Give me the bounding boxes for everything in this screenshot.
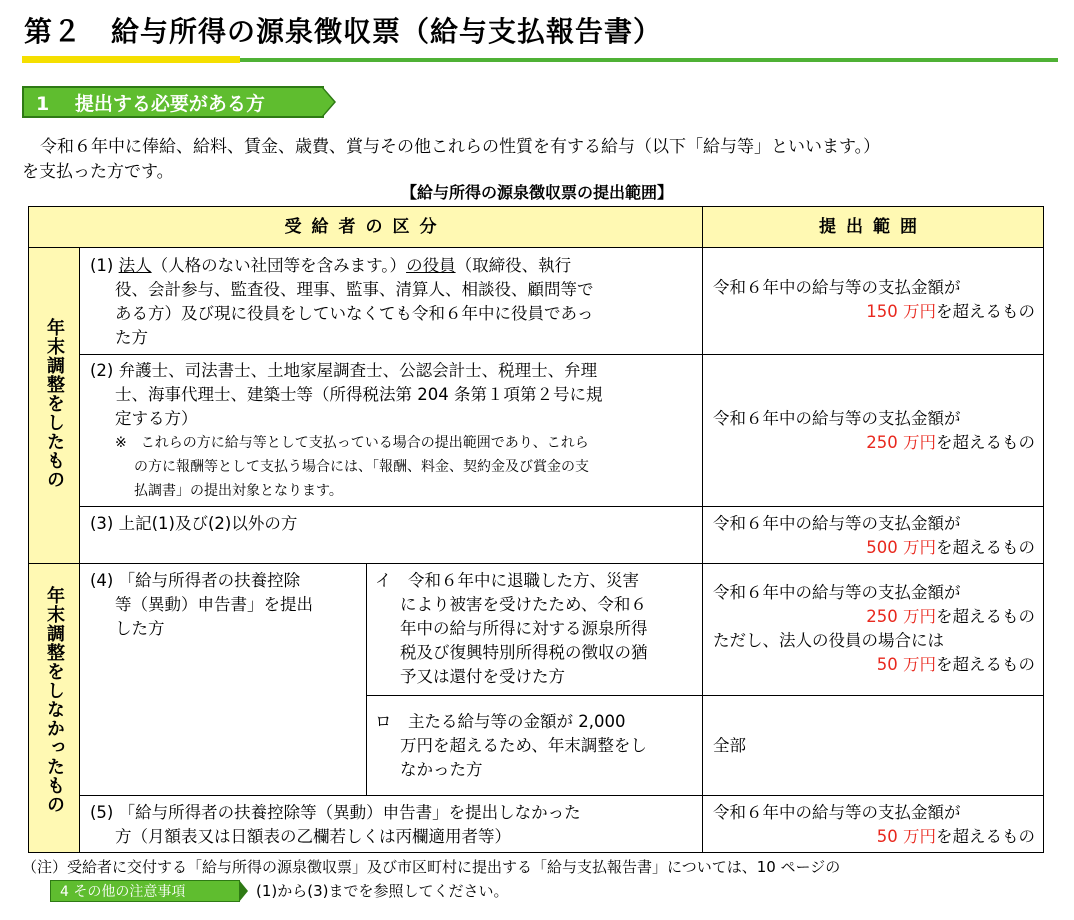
intro-text-line-2: を支払った方です。 [22, 162, 174, 182]
row-1-recipient [79, 247, 703, 355]
row-3-scope [702, 506, 1044, 564]
row-2-line-1: (2) 弁護士、司法書士、土地家屋調査士、公認会計士、税理士、弁理 [90, 361, 598, 380]
row-1-line-2: 役、会計参与、監査役、理事、監事、清算人、相談役、顧問等で [115, 280, 594, 299]
row-3-recipient [79, 506, 703, 564]
row-3-text: (3) 上記(1)及び(2)以外の方 [90, 514, 298, 533]
row-1-scope [702, 247, 1044, 355]
section-number: 1 [36, 93, 50, 115]
row-4a-line-4: 税及び復興特別所得税の徴収の猶 [400, 643, 648, 662]
row-1-line-4: た方 [115, 328, 148, 347]
row-3-scope-amount: 500 万円 [866, 538, 936, 557]
row-4a-line-2: により被害を受けたため、令和６ [400, 595, 647, 614]
row-1-scope-amount: 150 万円 [866, 302, 936, 321]
row-4a-scope [702, 563, 1044, 696]
row-4b-recipient [366, 695, 703, 796]
footnote-link-text[interactable]: 4 その他の注意事項 [60, 884, 186, 900]
row-2-note-2: の方に報酬等として支払う場合には、「報酬、料金、契約金及び賞金の支 [134, 459, 589, 475]
row-4-line-3: した方 [115, 619, 165, 638]
row-3-scope-text: 令和６年中の給与等の支払金額が [713, 514, 961, 533]
header-recipient: 受給者の区分 [28, 206, 703, 248]
group-label-adjusted-text: 年末調整をしたもの [44, 318, 65, 489]
row-2-line-2: 士、海事代理士、建築士等（所得税法第 204 条第１項第２号に規 [115, 385, 603, 404]
row-2-line-3: 定する方） [115, 409, 198, 428]
row-3-scope-suffix: を超えるもの [936, 538, 1035, 557]
row-4-recipient [79, 563, 367, 796]
table-caption: 【給与所得の源泉徴収票の提出範囲】 [400, 183, 673, 202]
section-heading-text [36, 89, 265, 116]
footnote-link-badge[interactable] [50, 880, 248, 904]
section-label: 提出する必要がある方 [74, 93, 265, 115]
row-1-line-3: ある方）及び現に役員をしていなくても令和６年中に役員であっ [115, 304, 594, 323]
row-4a-scope-suffix-2: を超えるもの [936, 655, 1035, 674]
row-5-recipient [79, 795, 703, 853]
row-2-scope [702, 354, 1044, 507]
row-4a-recipient [366, 563, 703, 696]
section-heading-badge [22, 86, 340, 122]
row-5-scope-suffix: を超えるもの [936, 827, 1035, 846]
row-4-line-2: 等（異動）申告書」を提出 [115, 595, 313, 614]
title-underline-yellow [22, 56, 240, 63]
row-4b-line-2: 万円を超えるため、年末調整をし [400, 736, 647, 755]
row-4b-scope [702, 695, 1044, 796]
row-4a-scope-suffix: を超えるもの [936, 607, 1035, 626]
row-5-scope-text: 令和６年中の給与等の支払金額が [713, 803, 961, 822]
group-label-adjusted [28, 247, 80, 564]
row-4a-line-5: 予又は還付を受けた方 [400, 667, 565, 686]
row-4a-line-3: 年中の給与所得に対する源泉所得 [400, 619, 648, 638]
group-label-not-adjusted-text: 年末調整をしなかったもの [44, 586, 65, 814]
title-underline-green [240, 58, 1058, 62]
row-1-underlined-corp: 法人 [118, 256, 152, 275]
row-5-line-2: 方（月額表又は日額表の乙欄若しくは丙欄適用者等） [115, 827, 511, 846]
row-2-scope-amount: 250 万円 [866, 433, 936, 452]
footnote-line-2: (1)から(3)までを参照してください。 [256, 882, 509, 900]
row-4b-scope-text: 全部 [713, 736, 746, 755]
row-2-scope-text: 令和６年中の給与等の支払金額が [713, 409, 961, 428]
row-4b-line-3: なかった方 [400, 760, 483, 779]
row-4a-scope-amount-2: 50 万円 [876, 655, 936, 674]
header-scope: 提出範囲 [702, 206, 1044, 248]
row-1-text-2: （取締役、執行 [455, 256, 572, 275]
row-1-scope-text: 令和６年中の給与等の支払金額が [713, 278, 961, 297]
row-5-line-1: (5) 「給与所得者の扶養控除等（異動）申告書」を提出しなかった [90, 803, 581, 822]
row-2-recipient [79, 354, 703, 507]
row-4a-scope-amount: 250 万円 [866, 607, 936, 626]
row-5-scope [702, 795, 1044, 853]
group-label-not-adjusted [28, 563, 80, 853]
row-1-underlined-officer: の役員 [406, 256, 456, 275]
row-1-text-1: （人格のない社団等を含みます。） [151, 256, 407, 275]
row-4a-line-1: イ 令和６年中に退職した方、災害 [375, 571, 639, 590]
row-5-scope-amount: 50 万円 [876, 827, 936, 846]
row-4a-scope-text: 令和６年中の給与等の支払金額が [713, 583, 961, 602]
row-2-scope-suffix: を超えるもの [936, 433, 1035, 452]
row-4a-scope-officer-text: ただし、法人の役員の場合には [713, 631, 944, 650]
row-4b-line-1: ロ 主たる給与等の金額が 2,000 [375, 712, 626, 731]
row-2-note-3: 払調書」の提出対象となります。 [134, 483, 343, 499]
row-4-line-1: (4) 「給与所得者の扶養控除 [90, 571, 301, 590]
row-2-note-1: ※ これらの方に給与等として支払っている場合の提出範囲であり、これら [115, 435, 589, 451]
intro-text-line-1: 令和６年中に俸給、給料、賃金、歳費、賞与その他これらの性質を有する給与（以下「給与等」といいます。） [40, 137, 881, 157]
row-1-scope-suffix: を超えるもの [936, 302, 1035, 321]
page-title: 第２ 給与所得の源泉徴収票（給与支払報告書） [24, 15, 663, 48]
row-1-prefix: (1) [90, 256, 114, 275]
footnote-line-1: （注）受給者に交付する「給与所得の源泉徴収票」及び市区町村に提出する「給与支払報告書」については、10 ページの [22, 858, 841, 876]
